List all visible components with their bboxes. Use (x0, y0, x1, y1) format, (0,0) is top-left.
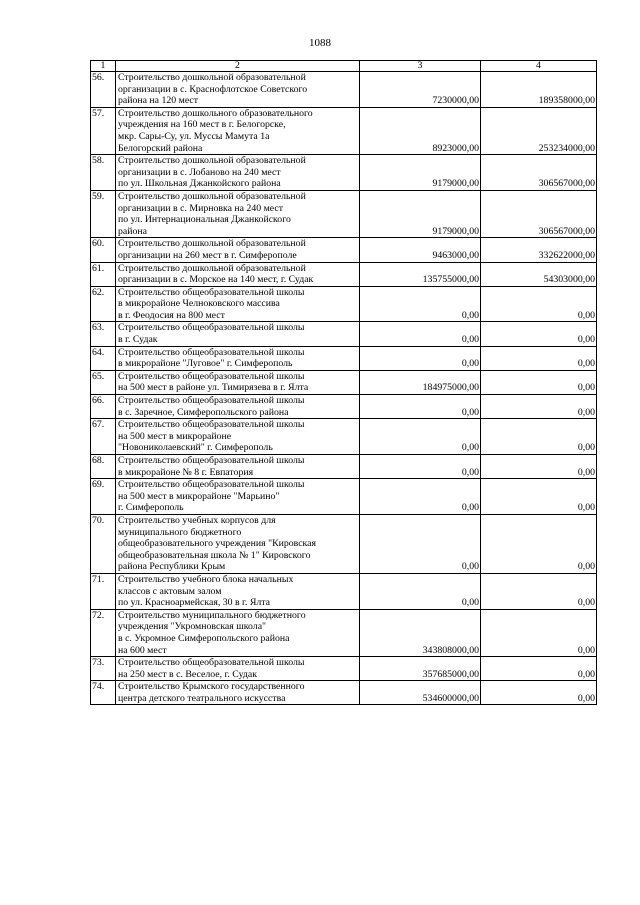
row-number: 68. (91, 455, 116, 479)
amount-column-4: 0,00 (481, 346, 597, 370)
table-row (91, 262, 597, 286)
description-line: Строительство общеобразовательной школы (118, 455, 305, 466)
description-line: Строительство учебных корпусов для (118, 514, 276, 526)
row-number: 56. (91, 72, 116, 108)
description-line: Строительство общеобразовательной школы (118, 395, 305, 407)
amount-column-4: 189358000,00 (481, 72, 597, 108)
table-row (91, 681, 597, 705)
description-line: Строительство общеобразовательной школы (118, 370, 305, 382)
description-line: Строительство общеобразовательной школы (118, 479, 305, 491)
table-row (91, 479, 597, 515)
project-description (116, 514, 360, 573)
page-number: 1088 (309, 37, 331, 49)
table-row (91, 155, 597, 191)
description-line: Строительство дошкольной образовательной (118, 155, 306, 167)
amount-column-3: 135755000,00 (360, 262, 481, 286)
description-line: Белогорский района (118, 142, 203, 154)
row-number: 66. (91, 395, 116, 419)
amount-column-4: 0,00 (481, 322, 597, 346)
amount-column-4: 306567000,00 (481, 190, 597, 237)
amount-column-3: 9179000,00 (360, 190, 481, 237)
description-line: организации в с. Краснофлотское Советского (118, 83, 308, 95)
amount-column-4: 0,00 (481, 455, 597, 479)
description-line: Строительство общеобразовательной школы (118, 419, 305, 431)
row-number: 59. (91, 190, 116, 237)
amount-column-3: 0,00 (360, 346, 481, 370)
description-line: организации в с. Мирновка на 240 мест (118, 202, 284, 214)
description-line: Строительство общеобразовательной школы (118, 346, 305, 358)
description-line: Строительство дошкольной образовательной (118, 190, 306, 202)
amount-column-4: 0,00 (481, 286, 597, 322)
amount-column-3: 8923000,00 (360, 107, 481, 154)
description-line: Строительство общеобразовательной школы (118, 286, 305, 298)
table-row (91, 286, 597, 322)
description-line: организации в с. Лобаново на 240 мест (118, 166, 281, 178)
column-header-3: 3 (360, 61, 481, 72)
project-description (116, 72, 360, 108)
project-description (116, 190, 360, 237)
amount-column-4: 0,00 (481, 514, 597, 573)
table-row (91, 322, 597, 346)
description-line: Строительство общеобразовательной школы (118, 657, 305, 669)
budget-table (90, 60, 597, 705)
project-description (116, 395, 360, 419)
description-line: г. Симферополь (118, 502, 184, 514)
description-line: общеобразовательная школа № 1" Кировского (118, 549, 311, 561)
description-line: в микрорайоне "Луговое" г. Симферополь (118, 358, 293, 370)
description-line: в г. Феодосия на 800 мест (118, 309, 225, 321)
table-row (91, 395, 597, 419)
amount-column-4: 0,00 (481, 395, 597, 419)
amount-column-3: 7230000,00 (360, 72, 481, 108)
project-description (116, 573, 360, 609)
row-number: 69. (91, 479, 116, 515)
description-line: общеобразовательного учреждения "Кировская (118, 538, 317, 550)
description-line: района на 120 мест (118, 95, 199, 107)
description-line: на 250 мест в с. Веселое, г. Судак (118, 668, 257, 680)
description-line: на 500 мест в микрорайоне (118, 430, 232, 442)
project-description (116, 681, 360, 705)
row-number: 65. (91, 370, 116, 394)
row-number: 60. (91, 238, 116, 262)
description-line: Строительство дошкольного образовательного (118, 107, 313, 119)
project-description (116, 657, 360, 681)
project-description (116, 609, 360, 656)
amount-column-3: 0,00 (360, 419, 481, 455)
amount-column-3: 0,00 (360, 573, 481, 609)
description-line: на 500 мест в районе ул. Тимирязева в г. Ялта (118, 382, 309, 394)
header-row (91, 61, 597, 72)
description-line: классов с актовым залом (118, 585, 222, 597)
description-line: Строительство учебного блока начальных (118, 573, 294, 585)
amount-column-4: 306567000,00 (481, 155, 597, 191)
table-row (91, 72, 597, 108)
amount-column-4: 332622000,00 (481, 238, 597, 262)
row-number: 74. (91, 681, 116, 705)
amount-column-4: 54303000,00 (481, 262, 597, 286)
amount-column-3: 0,00 (360, 514, 481, 573)
amount-column-4: 0,00 (481, 370, 597, 394)
amount-column-4: 253234000,00 (481, 107, 597, 154)
description-line: Строительство дошкольной образовательной (118, 72, 306, 83)
description-line: Строительство дошкольной образовательной (118, 262, 306, 274)
description-line: по ул. Красноармейская, 30 в г. Ялта (118, 597, 271, 609)
row-number: 73. (91, 657, 116, 681)
table-body (91, 72, 597, 705)
row-number: 72. (91, 609, 116, 656)
amount-column-4: 0,00 (481, 573, 597, 609)
table-row (91, 573, 597, 609)
description-line: мкр. Сары-Су, ул. Муссы Мамута 1а (118, 130, 270, 142)
amount-column-4: 0,00 (481, 681, 597, 705)
column-header-1: 1 (91, 61, 116, 72)
project-description (116, 286, 360, 322)
amount-column-4: 0,00 (481, 479, 597, 515)
description-line: в с. Укромное Симферопольского района (118, 632, 290, 644)
project-description (116, 479, 360, 515)
amount-column-4: 0,00 (481, 609, 597, 656)
amount-column-3: 9463000,00 (360, 238, 481, 262)
description-line: в г. Судак (118, 334, 158, 346)
column-header-4: 4 (481, 61, 597, 72)
project-description (116, 370, 360, 394)
table-row (91, 419, 597, 455)
table-row (91, 455, 597, 479)
description-line: в микрорайоне № 8 г. Евпатория (118, 466, 254, 478)
project-description (116, 262, 360, 286)
row-number: 58. (91, 155, 116, 191)
project-description (116, 107, 360, 154)
table-row (91, 370, 597, 394)
project-description (116, 322, 360, 346)
table-row (91, 107, 597, 154)
project-description (116, 346, 360, 370)
description-line: района (118, 225, 147, 237)
amount-column-3: 0,00 (360, 322, 481, 346)
amount-column-4: 0,00 (481, 657, 597, 681)
description-line: в с. Заречное, Симферопольского района (118, 406, 289, 418)
description-line: в микрорайоне Челноковского массива (118, 298, 280, 310)
amount-column-3: 0,00 (360, 395, 481, 419)
description-line: района Республики Крым (118, 561, 226, 573)
amount-column-3: 0,00 (360, 479, 481, 515)
amount-column-3: 184975000,00 (360, 370, 481, 394)
row-number: 61. (91, 262, 116, 286)
table-row (91, 190, 597, 237)
description-line: на 600 мест (118, 644, 167, 656)
description-line: Строительство дошкольной образовательной (118, 238, 306, 250)
amount-column-3: 0,00 (360, 286, 481, 322)
table-row (91, 346, 597, 370)
description-line: организации в с. Морское на 140 мест, г. Судак (118, 274, 314, 286)
table-row (91, 238, 597, 262)
row-number: 62. (91, 286, 116, 322)
row-number: 57. (91, 107, 116, 154)
row-number: 70. (91, 514, 116, 573)
description-line: учреждения "Укромновская школа" (118, 621, 267, 633)
row-number: 71. (91, 573, 116, 609)
table-row (91, 657, 597, 681)
description-line: "Новониколаевский" г. Симферополь (118, 442, 273, 454)
description-line: Строительство общеобразовательной школы (118, 322, 305, 334)
description-line: Строительство Крымского государственного (118, 681, 305, 693)
amount-column-3: 9179000,00 (360, 155, 481, 191)
row-number: 63. (91, 322, 116, 346)
amount-column-4: 0,00 (481, 419, 597, 455)
description-line: муниципального бюджетного (118, 526, 242, 538)
amount-column-3: 534600000,00 (360, 681, 481, 705)
project-description (116, 238, 360, 262)
column-header-2: 2 (116, 61, 360, 72)
description-line: организации на 260 мест в г. Симферополе (118, 249, 297, 261)
project-description (116, 455, 360, 479)
project-description (116, 419, 360, 455)
amount-column-3: 357685000,00 (360, 657, 481, 681)
table-row (91, 609, 597, 656)
description-line: по ул. Школьная Джанкойского района (118, 178, 281, 190)
amount-column-3: 343808000,00 (360, 609, 481, 656)
description-line: по ул. Интернациональная Джанкойского (118, 214, 291, 226)
project-description (116, 155, 360, 191)
description-line: центра детского театрального искусства (118, 692, 286, 704)
description-line: Строительство муниципального бюджетного (118, 609, 306, 621)
row-number: 67. (91, 419, 116, 455)
description-line: на 500 мест в микрорайоне "Марьино" (118, 490, 280, 502)
row-number: 64. (91, 346, 116, 370)
amount-column-3: 0,00 (360, 455, 481, 479)
table-row (91, 514, 597, 573)
description-line: учреждения на 160 мест в г. Белогорске, (118, 119, 286, 131)
